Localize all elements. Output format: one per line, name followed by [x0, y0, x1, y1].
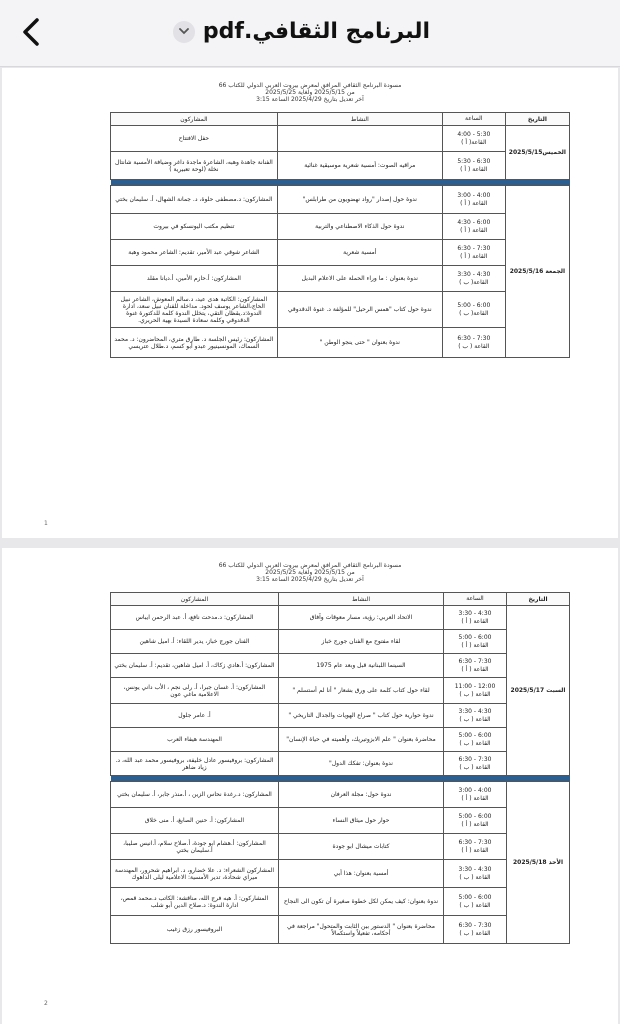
- doc-header-line3: آخر تعديل بتاريخ 2025/4/29 الساعة 3:15: [256, 576, 364, 583]
- activity-cell: محاضرة بعنوان " علم الابزوتيريك، وأهميته في حياة الإنسان": [279, 728, 444, 752]
- col-participants: المشاركون: [111, 113, 278, 126]
- activity-cell: كتابات ميشال ابو جودة: [279, 834, 444, 860]
- time-cell: 4:30 - 3:30 القاعة ( ب ): [444, 860, 507, 888]
- file-title: البرنامج الثقافي.pdf: [202, 19, 430, 44]
- activity-cell: أمسية بعنوان: هذا أبي: [279, 860, 444, 888]
- table-row: [111, 752, 570, 776]
- col-time: الساعة: [444, 593, 507, 606]
- table-row: [111, 808, 570, 834]
- time-cell: 7:30 - 6:30 القاعة ( ب ): [444, 752, 507, 776]
- table-row: [111, 126, 570, 152]
- time-cell: 6:00 - 5:00 القاعة ( أ ): [444, 808, 507, 834]
- table-row: [111, 606, 570, 630]
- table-row: [111, 654, 570, 678]
- participants-cell: المشاركون: أ. غسان جبرا، أ. رلى نجم ، الأب داني يونس، الاعلامية ماغي عون: [111, 678, 279, 704]
- participants-cell: الفنانة جاهدة وهبه، الشاعرة ماجدة داغر وضيافة الأمسية شانتال نخلة (لوحة تعبيرية ): [111, 152, 278, 180]
- table-row: [111, 834, 570, 860]
- participants-cell: المشاركون الشعراء: د. علا خضارو، د. ابراهيم شحرور، المهندسة ميراي شحادة، تدير الأمسية: الاعلامية ليلى الداهوك: [111, 860, 279, 888]
- activity-cell: حوار حول ميثاق النساء: [279, 808, 444, 834]
- table-row: [111, 860, 570, 888]
- table-row: [111, 630, 570, 654]
- participants-cell: المشاركون: د.مصطفى حلوة، د. جمانة الشهال، أ. سليمان بختي: [111, 186, 278, 214]
- time-cell: 6:00 - 5:00 القاعة ( ب ): [444, 888, 507, 916]
- time-cell: 6:00 - 4:30 القاعة ( أ ): [442, 214, 505, 240]
- table-row: [111, 152, 570, 180]
- schedule-table: [110, 112, 570, 358]
- time-cell: 4:00 - 3:00 القاعة ( أ ): [442, 186, 505, 214]
- col-date: التاريخ: [505, 113, 569, 126]
- table-row: [111, 328, 570, 358]
- col-participants: المشاركون: [111, 593, 279, 606]
- time-cell: 7:30 - 6:30 القاعة ( أ ): [442, 240, 505, 266]
- page-number: 1: [44, 520, 48, 527]
- day-date: الأحد 2025/5/18: [507, 782, 570, 944]
- table-row: [111, 240, 570, 266]
- col-date: التاريخ: [507, 593, 570, 606]
- time-cell: 6:00 - 5:00 القاعة ( أ ): [444, 630, 507, 654]
- time-cell: 4:00 - 3:00 القاعة ( أ ): [444, 782, 507, 808]
- activity-cell: ندوة بعنوان : ما وراء الحملة على الاعلام البديل: [277, 266, 442, 292]
- pdf-page-1: [2, 68, 618, 538]
- participants-cell: المشاركون: رئيس الجلسة د. طارق متري، المحاضرون: د. محمد السماك، المونسينيور عبدو أبو كسم، د.طلال عتريسي: [111, 328, 278, 358]
- table-row: [111, 186, 570, 214]
- table-row: [111, 728, 570, 752]
- table-row: [111, 782, 570, 808]
- table-row: [111, 266, 570, 292]
- time-cell: 7:30 - 6:30 القاعة ( أ ): [444, 834, 507, 860]
- back-button[interactable]: [14, 14, 48, 50]
- activity-cell: ندوة حول إصدار "رواد نهضويون من طرابلس": [277, 186, 442, 214]
- activity-cell: ندوة حول: مجلة العرفان: [279, 782, 444, 808]
- participants-cell: المشاركون: أ. حنين الصايغ، أ. منى خلاق: [111, 808, 279, 834]
- time-cell: 4:30 - 3:30 القاعة ( ب ): [444, 704, 507, 728]
- doc-header-line2: من 2025/5/15 ولغاية 2025/5/25: [265, 89, 355, 96]
- participants-cell: المشاركون: أ. هبه فرج الله، مناقشة: الكاتب د.محمد قمص، ادارة الندوة: د.صلاح الدين أبو شلب: [111, 888, 279, 916]
- chevron-down-icon[interactable]: [173, 21, 195, 43]
- time-cell: 6:00 - 5:00 القاعة ( ب ): [444, 728, 507, 752]
- table-row: [111, 704, 570, 728]
- time-cell: 7:30 - 6:30 القاعة ( ب ): [444, 916, 507, 944]
- time-cell: 7:30 - 6:30 القاعة ( ب ): [442, 328, 505, 358]
- time-cell: 12:00 - 11:00 القاعة ( ب ): [444, 678, 507, 704]
- participants-cell: المشاركون: أ.هشام ابو جودة، أ.صلاح سلام، أ.انيس صليبا، أ.سليمان بختي: [111, 834, 279, 860]
- participants-cell: حفل الافتتاح: [111, 126, 278, 152]
- day-date: السبت 2025/5/17: [507, 606, 570, 776]
- activity-cell: الاتحاد العربي: رؤية، مسار معوقات وآفاق: [279, 606, 444, 630]
- participants-cell: المشاركون: أ.حازم الأمين، أ.ديانا مقلد: [111, 266, 278, 292]
- activity-cell: محاضرة بعنوان " الدستور بين الثابت والمتحول" مراجعة في أحكامه، تفعيلاً واستكمالاً: [279, 916, 444, 944]
- activity-cell: السينما اللبنانية قبل وبعد عام 1975: [279, 654, 444, 678]
- participants-cell: المشاركون: أ.هادي زكاك، أ. اميل شاهين، تقديم: أ. سليمان بختي: [111, 654, 279, 678]
- top-bar: [0, 0, 620, 67]
- day-date: الجمعة 2025/5/16: [505, 186, 569, 358]
- day-date: الخميس2025/5/15: [505, 126, 569, 180]
- time-cell: 6:30 - 5:30 القاعة ( أ ): [442, 152, 505, 180]
- activity-cell: لقاء حول كتاب كلمة على ورق بشعار " أنا لم أستسلم ": [279, 678, 444, 704]
- time-cell: 4:30 - 3:30 القاعة( ب ): [442, 266, 505, 292]
- table-row: [111, 916, 570, 944]
- doc-header-line3: آخر تعديل بتاريخ 2025/4/29 الساعة 3:15: [256, 96, 364, 103]
- title-menu[interactable]: [173, 19, 430, 44]
- table-row: [111, 214, 570, 240]
- doc-header-line1: مسودة البرنامج الثقافي المرافق لمعرض بيروت العربي الدولي للكتاب 66: [218, 562, 402, 569]
- doc-header-line1: مسودة البرنامج الثقافي المرافق لمعرض بيروت العربي الدولي للكتاب 66: [218, 82, 402, 89]
- participants-cell: المشاركون: بروفيسور عادل خليفة، بروفيسور محمد عبد الله، د. زياد ضاهر: [111, 752, 279, 776]
- activity-cell: أمسية شعرية: [277, 240, 442, 266]
- time-cell: 6:00 - 5:00 القاعة( ب ): [442, 292, 505, 328]
- doc-header-line2: من 2025/5/15 ولغاية 2025/5/25: [265, 569, 355, 576]
- pdf-page-2: [2, 548, 618, 1024]
- participants-cell: تنظيم مكتب اليونسكو في بيروت: [111, 214, 278, 240]
- activity-cell: ندوة بعنوان: كيف يمكن لكل خطوة صغيرة أن تكون الى النجاح: [279, 888, 444, 916]
- activity-cell: ندوة حول كتاب "همس الرحيل" للمؤلفة د. غنوة الدقدوقي: [277, 292, 442, 328]
- participants-cell: المهندسة هيفاء العرب: [111, 728, 279, 752]
- participants-cell: المشاركون: د.مدحت نافع، أ. عبد الرحمن ايباس: [111, 606, 279, 630]
- activity-cell: [277, 126, 442, 152]
- activity-cell: ندوة حول الذكاء الاصطناعي والتربية: [277, 214, 442, 240]
- participants-cell: المشاركون: د.رغدة نحاس الزين ، أ.منذر جابر، أ. سليمان بختي: [111, 782, 279, 808]
- time-cell: 4:30 - 3:30 القاعة ( أ ): [444, 606, 507, 630]
- participants-cell: البروفيسور رزق زغيب: [111, 916, 279, 944]
- table-row: [111, 888, 570, 916]
- activity-cell: ندوة بعنوان: تفكك الدول": [279, 752, 444, 776]
- activity-cell: ندوة بعنوان " حتى ينجو الوطن ": [277, 328, 442, 358]
- col-activity: النشاط: [279, 593, 444, 606]
- schedule-table: [110, 592, 570, 944]
- time-cell: 5:30 - 4:00 القاعة( أ ): [442, 126, 505, 152]
- time-cell: 7:30 - 6:30 القاعة ( أ ): [444, 654, 507, 678]
- activity-cell: لقاء مفتوح مع الفنان جورج خباز: [279, 630, 444, 654]
- col-time: الساعة: [442, 113, 505, 126]
- participants-cell: المشاركون: الكاتبة هدى عيد، د.سالم المعوش، الشاعر نبيل الحاج،الشاعر يوسف لحود. مداخلة للفنان نبيل سعد، ادارة الندوة:د.يقظان التقي، يتخلل الندوة كلمة للدكتورة غنوة الدقدوقي وكلمة سعادة السيدة بهية الحريري.: [111, 292, 278, 328]
- activity-cell: ندوة حوارية حول كتاب " صراع الهويات والجدال التاريخي ": [279, 704, 444, 728]
- table-row: [111, 292, 570, 328]
- table-row: [111, 678, 570, 704]
- page-number: 2: [44, 1000, 48, 1007]
- activity-cell: مراقيه الصوت: أمسية شعرية موسيقية غنائية: [277, 152, 442, 180]
- col-activity: النشاط: [277, 113, 442, 126]
- participants-cell: الفنان جورج خباز، يدير اللقاء: أ. اميل شاهين: [111, 630, 279, 654]
- chevron-left-icon: [22, 18, 40, 46]
- participants-cell: الشاعر شوقي عبد الأمير، تقديم: الشاعر محمود وهبة: [111, 240, 278, 266]
- participants-cell: أ. عامر جلول: [111, 704, 279, 728]
